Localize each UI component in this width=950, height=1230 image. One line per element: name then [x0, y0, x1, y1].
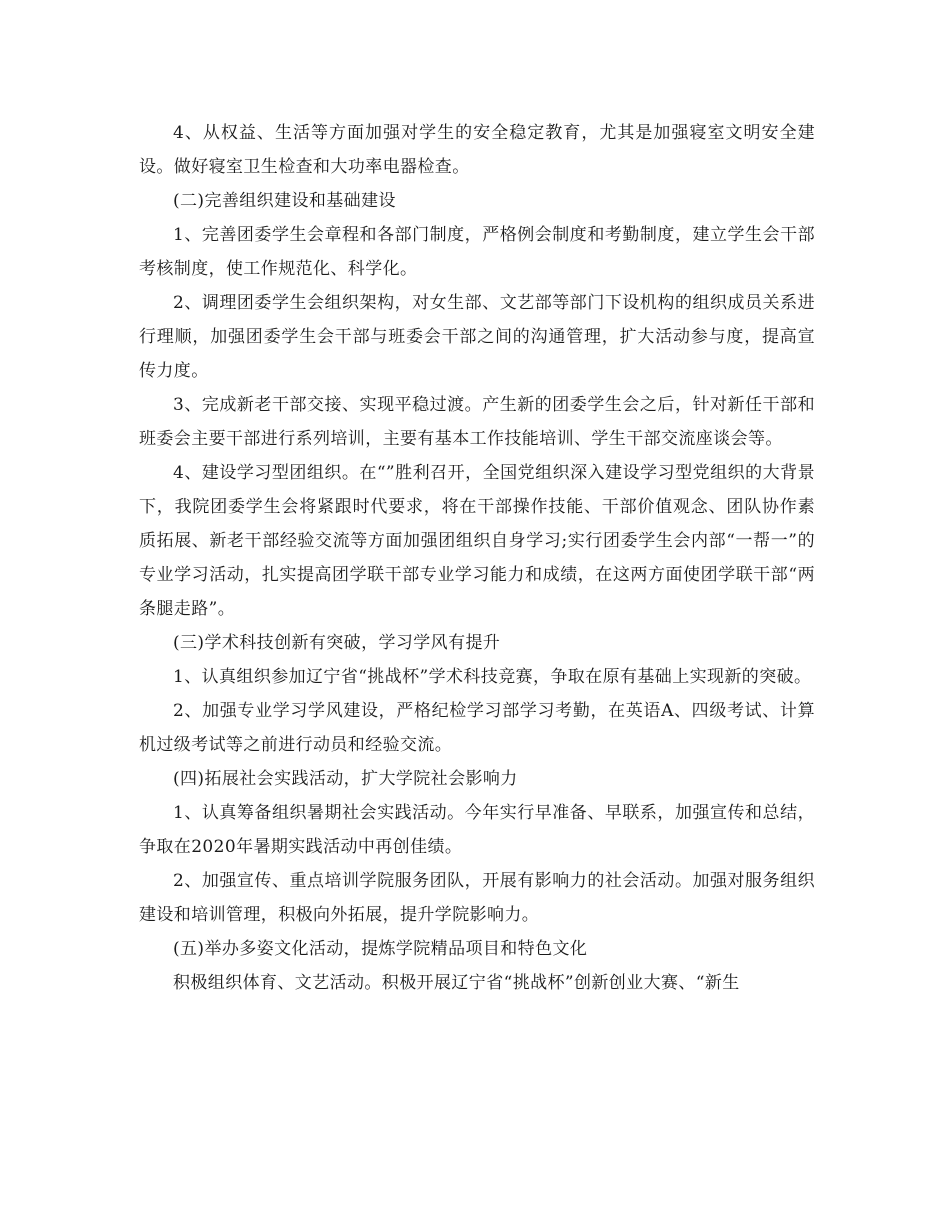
paragraph-learning-organization: 4、建设学习型团组织。在“”胜利召开，全国党组织深入建设学习型党组织的大背景下，我院团委学生会将紧跟时代要求，将在干部操作技能、干部价值观念、团队协作素质拓展、新老干部经验交流等方面加强团组织自身学习;实行团委学生会内部“一帮一”的专业学习活动，扎实提高团学联干部专业学习能力和成绩，在这两方面使团学联干部“两条腿走路”。	[139, 463, 815, 619]
section-heading-academic: (三)学术科技创新有突破，学习学风有提升	[173, 633, 501, 653]
paragraph-structure-adjust: 2、调理团委学生会组织架构，对女生部、文艺部等部门下设机构的组织成员关系进行理顺，加强团委学生会干部与班委会干部之间的沟通管理，扩大活动参与度，提高宣传力度。	[139, 293, 815, 381]
paragraph-sports-arts: 积极组织体育、文艺活动。积极开展辽宁省“挑战杯”创新创业大赛、“新生	[173, 973, 740, 993]
paragraph-dorm-safety: 4、从权益、生活等方面加强对学生的安全稳定教育，尤其是加强寝室文明安全建设。做好寝室卫生检查和大功率电器检查。	[139, 123, 815, 177]
paragraph-summer-practice: 1、认真筹备组织暑期社会实践活动。今年实行早准备、早联系，加强宣传和总结，争取在2020年暑期实践活动中再创佳绩。	[139, 803, 815, 857]
section-heading-organization: (二)完善组织建设和基础建设	[173, 191, 396, 211]
paragraph-cadre-transition: 3、完成新老干部交接、实现平稳过渡。产生新的团委学生会之后，针对新任干部和班委会主要干部进行系列培训，主要有基本工作技能培训、学生干部交流座谈会等。	[139, 395, 815, 449]
paragraph-study-style: 2、加强专业学习学风建设，严格纪检学习部学习考勤，在英语A、四级考试、计算机过级考试等之前进行动员和经验交流。	[139, 701, 815, 755]
paragraph-service-team: 2、加强宣传、重点培训学院服务团队，开展有影响力的社会活动。加强对服务组织建设和培训管理，积极向外拓展，提升学院影响力。	[139, 871, 815, 925]
section-heading-social-practice: (四)拓展社会实践活动，扩大学院社会影响力	[173, 769, 518, 789]
paragraph-charter-rules: 1、完善团委学生会章程和各部门制度，严格例会制度和考勤制度，建立学生会干部考核制度，使工作规范化、科学化。	[139, 225, 815, 279]
section-heading-culture: (五)举办多姿文化活动，提炼学院精品项目和特色文化	[173, 939, 588, 959]
document-body	[139, 116, 815, 1000]
paragraph-challenge-cup: 1、认真组织参加辽宁省“挑战杯”学术科技竞赛，争取在原有基础上实现新的突破。	[173, 667, 812, 687]
